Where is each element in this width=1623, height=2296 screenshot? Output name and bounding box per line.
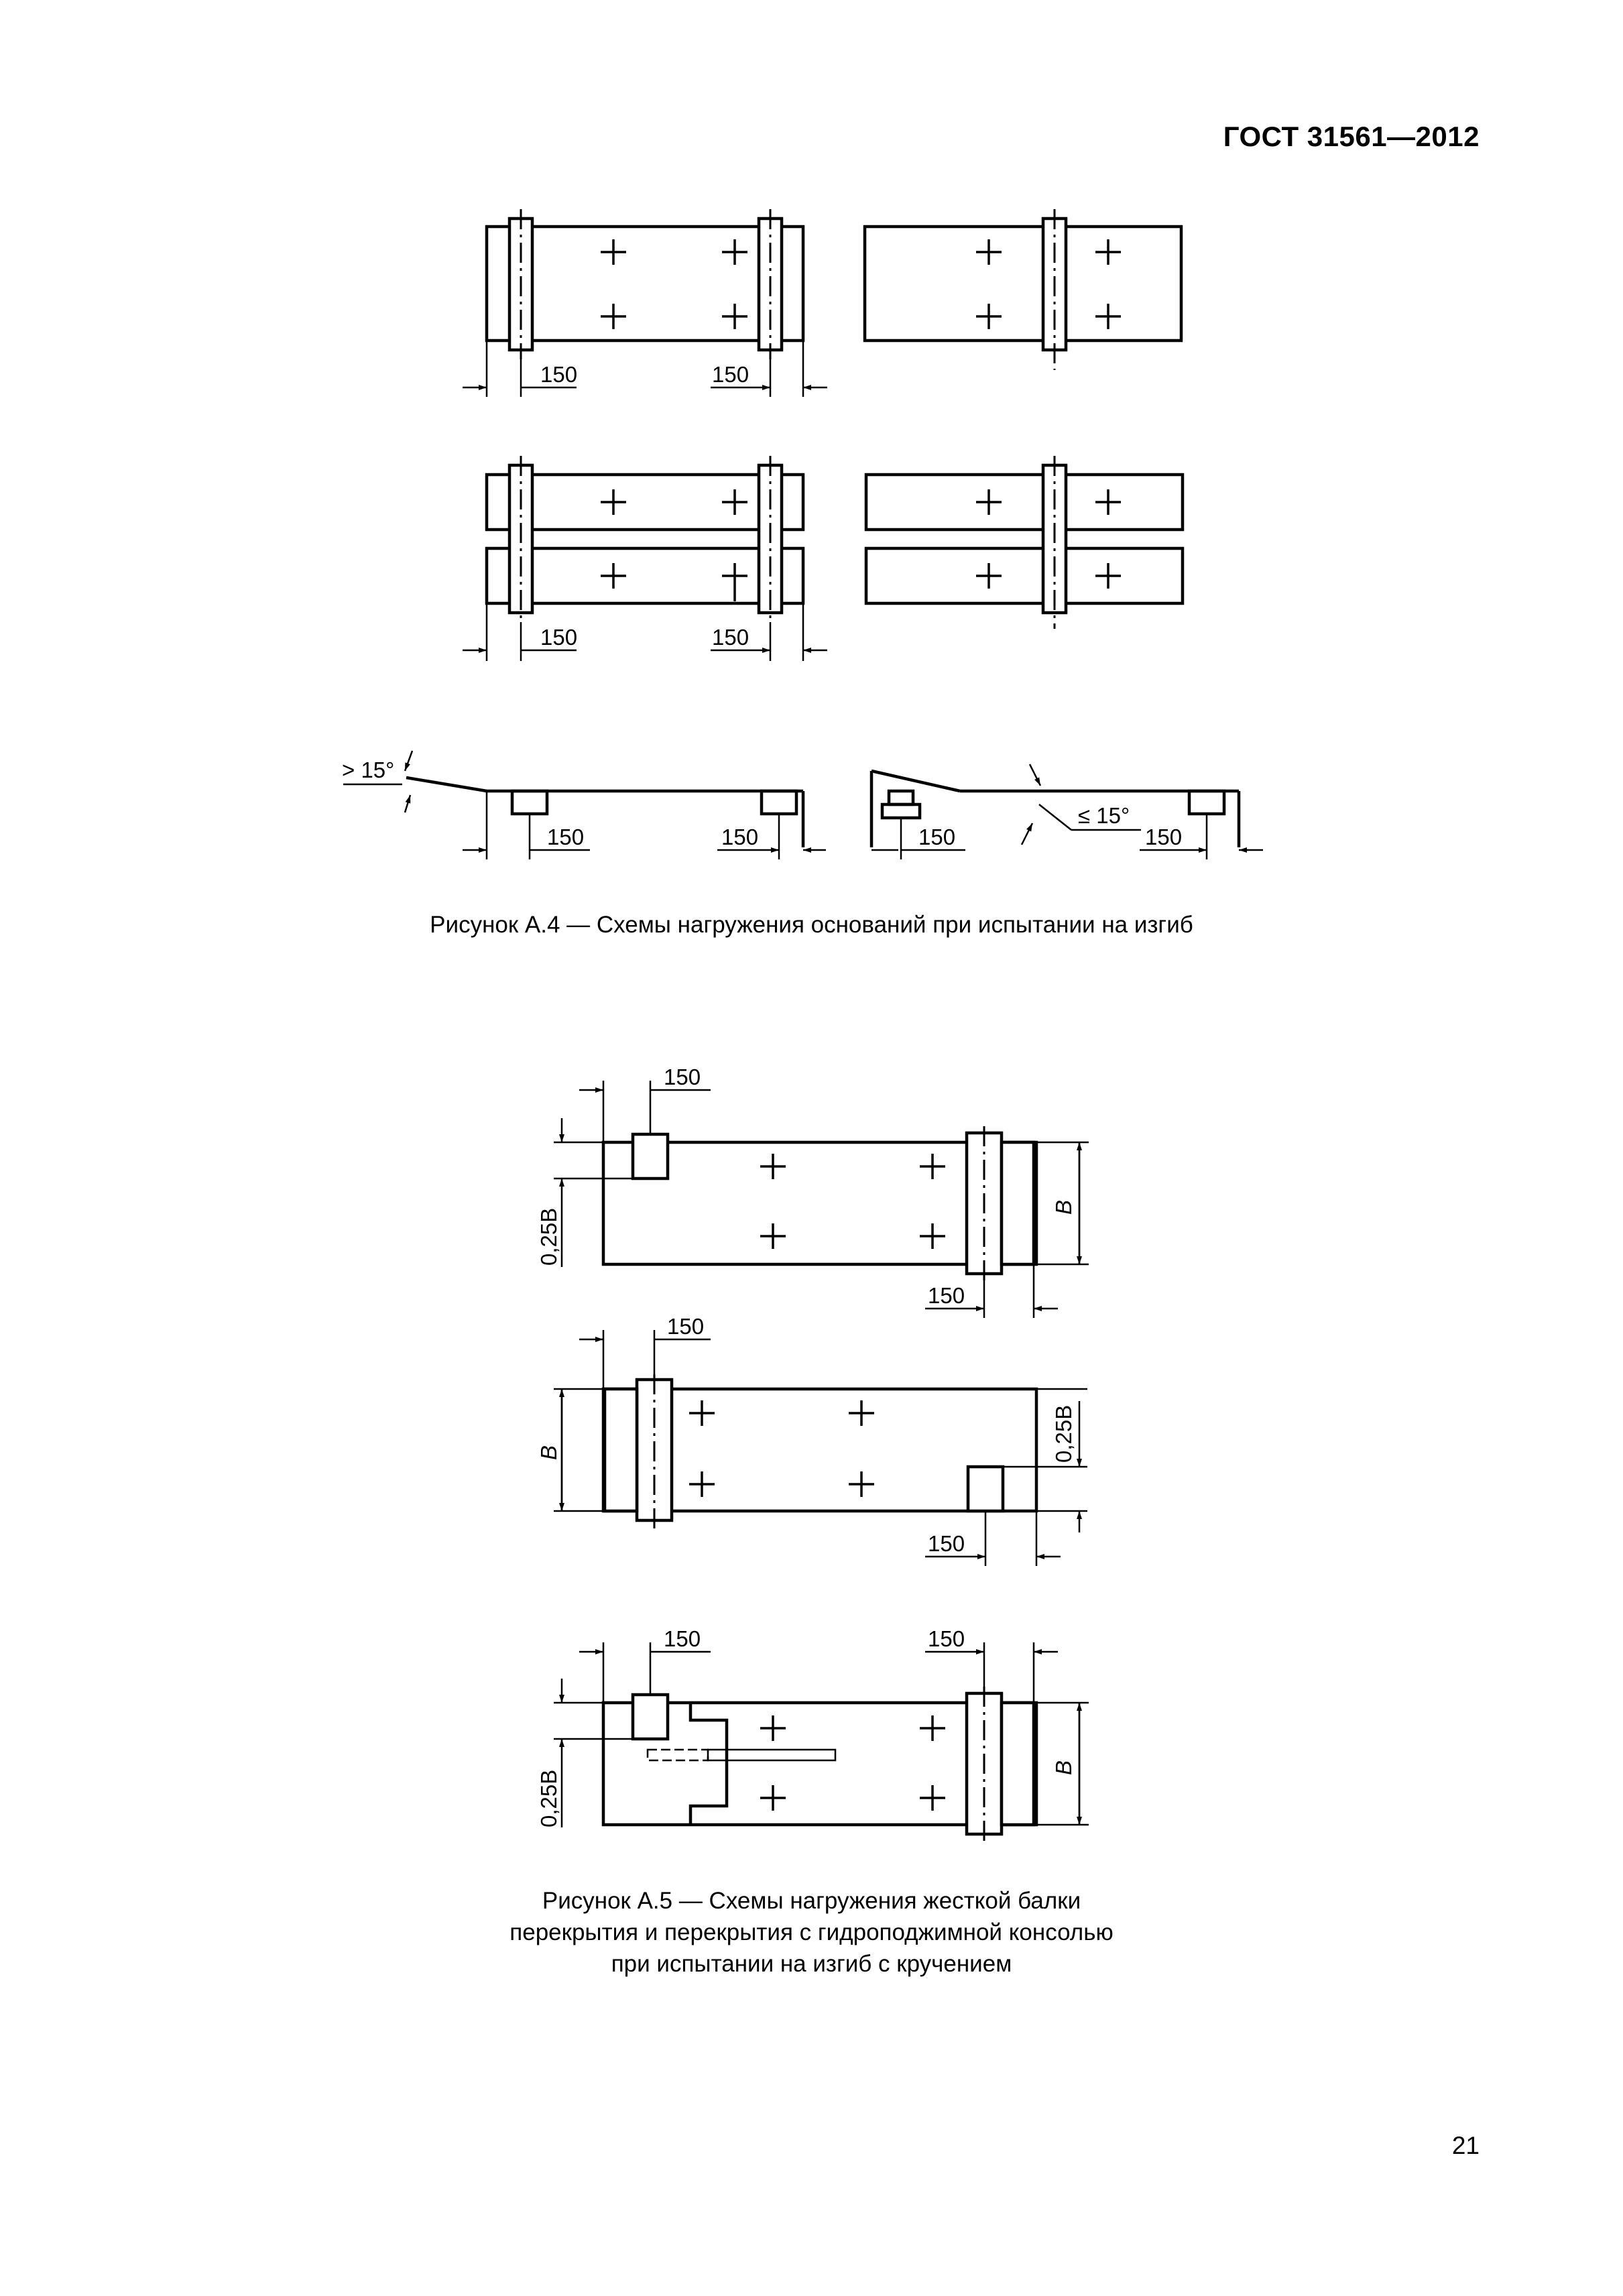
dim-a5-1t: 150 — [664, 1065, 701, 1089]
dim-a5-1-025b: 0,25B — [536, 1207, 561, 1266]
dim-a4-1r: 150 — [712, 362, 749, 387]
angle-a4-gt: > 15° — [342, 758, 395, 782]
dim-a4-1l: 150 — [540, 362, 578, 387]
dim-a5-1-b: B — [1051, 1199, 1076, 1215]
dim-a5-3-b: B — [1051, 1760, 1076, 1775]
figure-a5-caption-line-3: при испытании на изгиб с кручением — [611, 1951, 1012, 1977]
figure-a5-caption — [0, 1885, 1623, 1980]
dim-a4-3l: 150 — [547, 825, 585, 849]
dim-a5-2-025b: 0,25B — [1051, 1404, 1076, 1463]
dim-a5-3l: 150 — [664, 1626, 701, 1651]
angle-a4-le: ≤ 15° — [1078, 803, 1130, 828]
page-number: 21 — [1451, 2132, 1480, 2159]
dim-a4-4r: 150 — [1145, 825, 1183, 849]
dim-a5-2b: 150 — [928, 1531, 965, 1556]
dim-a4-2l: 150 — [540, 625, 578, 650]
dim-a4-3r: 150 — [721, 825, 759, 849]
document-code: ГОСТ 31561—2012 — [1223, 121, 1480, 152]
dim-a5-2-b: B — [536, 1445, 561, 1460]
dim-a5-3r: 150 — [928, 1626, 965, 1651]
dim-a5-1b: 150 — [928, 1283, 965, 1308]
dim-a5-3-025b: 0,25B — [536, 1769, 561, 1827]
dim-a4-2r: 150 — [712, 625, 749, 650]
figure-a4-caption: Рисунок А.4 — Схемы нагружения оснований при испытании на изгиб — [430, 912, 1193, 938]
dim-a5-2t: 150 — [667, 1314, 705, 1339]
dim-a4-4l: 150 — [918, 825, 956, 849]
figure-a5-caption-line-1: Рисунок А.5 — Схемы нагружения жесткой балки — [542, 1888, 1081, 1914]
figure-a5-caption-line-2: перекрытия и перекрытия с гидроподжимной консолью — [509, 1919, 1114, 1945]
